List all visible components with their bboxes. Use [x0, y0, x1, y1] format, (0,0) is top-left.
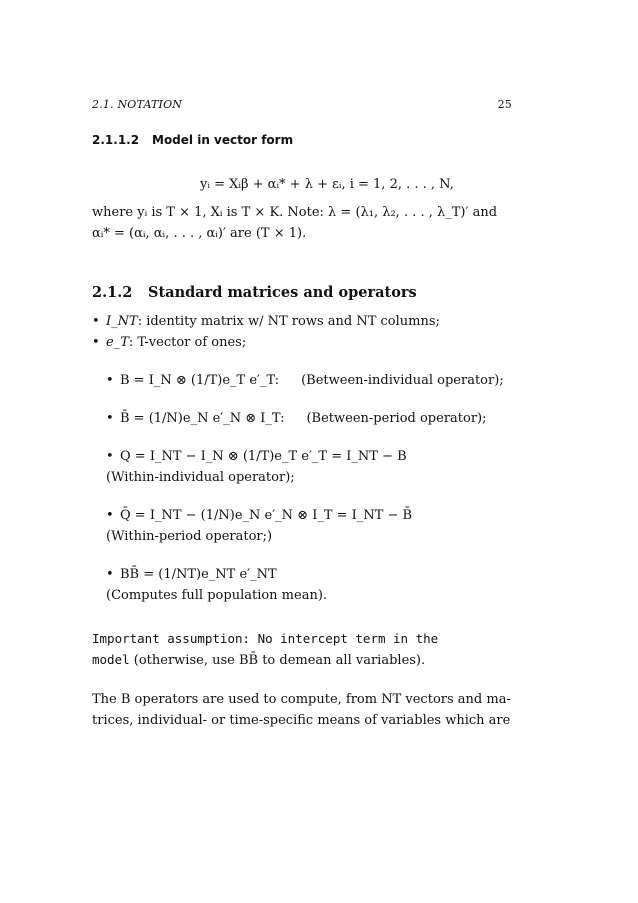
where-line-2: αᵢ* = (αᵢ, αᵢ, . . . , αᵢ)′ are (T × 1). [92, 226, 307, 241]
operator-description: (Computes full population mean). [106, 588, 328, 603]
section-heading [92, 284, 512, 301]
subsubsection-heading [92, 133, 512, 147]
definition-item [92, 311, 512, 332]
running-head-section: 2.1. NOTATION [92, 98, 183, 111]
operator-description: (Within-period operator;) [106, 529, 273, 544]
operator-item [92, 564, 512, 606]
bullet-icon: • [106, 411, 114, 426]
where-line-1: where yᵢ is T × 1, Xᵢ is T × K. Note: λ = (λ₁, λ₂, . . . , λ_T)′ and [92, 205, 498, 220]
bullet-icon: • [92, 335, 100, 350]
bullet-icon: • [106, 449, 114, 464]
operator-formula: B = I_N ⊗ (1/T)e_T e′_T: [120, 373, 280, 388]
assumption-rest: (otherwise, use BB̄ to demean all variables). [129, 653, 426, 668]
paper-page [92, 96, 512, 731]
subsubsection-title: Model in vector form [152, 133, 294, 147]
definition-item [92, 332, 512, 353]
definition-text: : T-vector of ones; [128, 335, 247, 350]
assumption-mono-word: model [92, 652, 130, 667]
operator-description: (Within-individual operator); [106, 470, 295, 485]
final-paragraph [92, 689, 512, 731]
running-head [92, 96, 512, 116]
section-title: Standard matrices and operators [148, 284, 417, 301]
where-paragraph [92, 202, 512, 244]
assumption-mono-line: Important assumption: No intercept term in the [92, 631, 439, 646]
section-number: 2.1.2 [92, 284, 133, 301]
definition-list [92, 311, 512, 353]
model-equation: yᵢ = Xᵢβ + αᵢ* + λ + εᵢ, i = 1, 2, . . . , N, [200, 177, 454, 192]
operator-item [92, 505, 512, 547]
definition-text: : identity matrix w/ NT rows and NT columns; [137, 314, 440, 329]
bullet-icon: • [106, 567, 114, 582]
final-line-1: The B operators are used to compute, from NT vectors and ma- [92, 692, 511, 707]
subsubsection-number: 2.1.1.2 [92, 133, 140, 147]
final-line-2: trices, individual- or time-specific means of variables which are [92, 713, 511, 728]
operator-formula: B̄ = (1/N)e_N e′_N ⊗ I_T: [120, 411, 285, 426]
operator-formula: BB̄ = (1/NT)e_NT e′_NT [120, 567, 277, 582]
operator-formula: Q = I_NT − I_N ⊗ (1/T)e_T e′_T = I_NT − B [120, 449, 407, 464]
definition-symbol: I_NT [106, 314, 138, 329]
operator-item [92, 446, 512, 488]
operator-item [92, 370, 512, 391]
bullet-icon: • [106, 373, 114, 388]
operator-description: (Between-individual operator); [301, 373, 504, 388]
assumption-paragraph [92, 628, 512, 671]
page-number: 25 [497, 98, 512, 111]
operator-description: (Between-period operator); [306, 411, 487, 426]
operator-formula: Q̄ = I_NT − (1/N)e_N e′_N ⊗ I_T = I_NT − B̄ [120, 508, 413, 523]
bullet-icon: • [106, 508, 114, 523]
bullet-icon: • [92, 314, 100, 329]
operator-item [92, 408, 512, 429]
definition-symbol: e_T [106, 335, 129, 350]
